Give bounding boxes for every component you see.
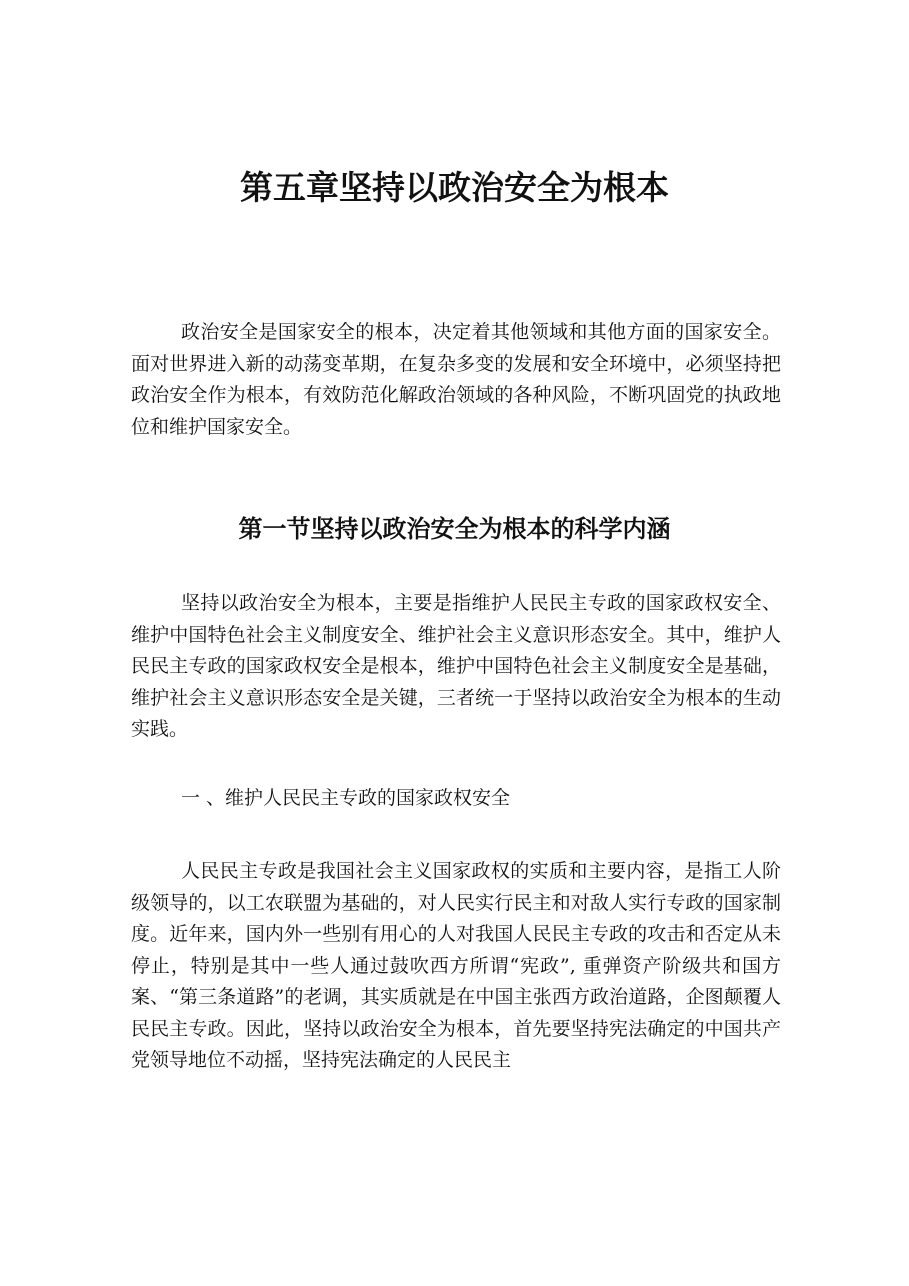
body-paragraph: 人民民主专政是我国社会主义国家政权的实质和主要内容，是指工人阶级领导的，以工农联盟为基础的，对人民实行民主和对敌人实行专政的国家制度。近年来，国内外一些别有用心的人对我国人民民主专政的攻击和否定从未停止，特别是其中一些人通过鼓吹西方所谓“宪政”, 重弹资产阶级共和国方案、“第三条道路”的老调，其实质就是在中国主张西方政治道路，企图颠覆人民民主专政。因此，坚持以政治安全为根本，首先要坚持宪法确定的中国共产党领导地位不动摇，坚持宪法确定的人民民主: [131, 860, 781, 1071]
section-title: 第一节坚持以政治安全为根本的科学内涵: [238, 515, 671, 543]
chapter-title: 第五章坚持以政治安全为根本: [240, 168, 669, 207]
intro-paragraph: 政治安全是国家安全的根本，决定着其他领域和其他方面的国家安全。面对世界进入新的动荡变革期，在复杂多变的发展和安全环境中，必须坚持把政治安全作为根本，有效防范化解政治领域的各种风险，不断巩固党的执政地位和维护国家安全。: [131, 321, 781, 438]
section-paragraph: 坚持以政治安全为根本，主要是指维护人民民主专政的国家政权安全、维护中国特色社会主义制度安全、维护社会主义意识形态安全。其中，维护人民民主专政的国家政权安全是根本，维护中国特色社会主义制度安全是基础，维护社会主义意识形态安全是关键，三者统一于坚持以政治安全为根本的生动实践。: [131, 592, 781, 740]
subheading: 一 、维护人民民主专政的国家政权安全: [181, 787, 511, 809]
